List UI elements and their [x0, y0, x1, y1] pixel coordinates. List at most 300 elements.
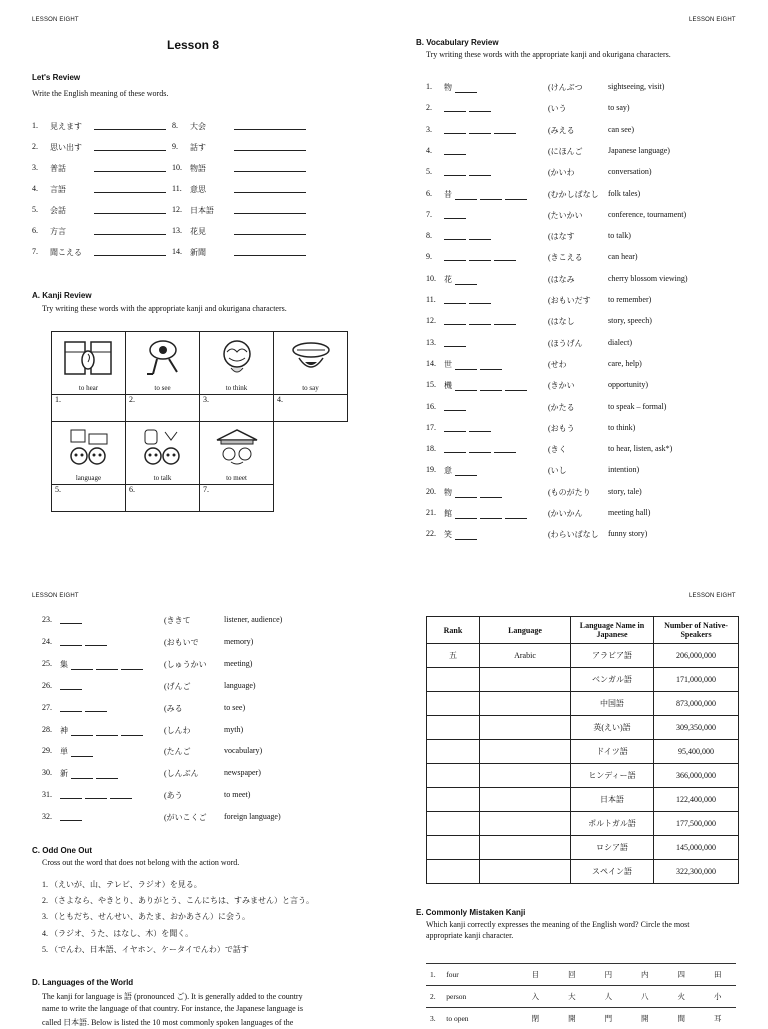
vocab-item — [426, 359, 746, 371]
review-item — [172, 205, 302, 217]
vocab-item — [426, 508, 746, 520]
cell-rank[interactable] — [427, 668, 480, 692]
vocab-blank[interactable] — [444, 295, 466, 304]
languages-world-line-3: called 日本語. Below is listed the 10 most commonly spoken languages of the — [42, 1017, 354, 1028]
vocab-item-meaning: conference, tournament) — [608, 210, 686, 219]
vocab-item-meaning: to think) — [608, 423, 635, 432]
languages-world-line-1: The kanji for language is 語 (pronounced ご). It is generally added to the country — [42, 991, 354, 1002]
review-item-word: 物語 — [190, 163, 206, 174]
vocab-item-kanji-answer[interactable] — [60, 615, 85, 624]
ear-gate-icon — [61, 338, 117, 378]
vocab-blank[interactable] — [60, 637, 82, 646]
meeting-roof-icon — [209, 428, 265, 468]
kanji-answer-6[interactable]: 6. — [126, 485, 200, 512]
vocab-item — [426, 274, 746, 286]
vocab-item-kanji-answer[interactable] — [444, 359, 505, 370]
cell-japanese-name: 日本語 — [571, 788, 654, 812]
cell-speakers: 122,400,000 — [654, 788, 739, 812]
vocab-item — [42, 746, 362, 758]
vocab-item-meaning: memory) — [224, 637, 253, 646]
cell-language[interactable]: Arabic — [480, 644, 571, 668]
mk-kanji-choice[interactable]: 内 — [627, 964, 663, 986]
odd-item-1[interactable]: 1. （えいが、山、テレビ、ラジオ）を見る。 — [42, 879, 202, 893]
cell-language[interactable] — [480, 788, 571, 812]
kanji-cell-to-hear — [52, 332, 126, 395]
vocab-blank[interactable] — [494, 125, 516, 134]
table-row — [427, 644, 739, 668]
vocab-item-reading: (しんぶん — [164, 768, 199, 779]
lets-review-title: Let's Review — [32, 73, 80, 82]
review-item-number: 11. — [172, 184, 182, 193]
cell-rank[interactable] — [427, 836, 480, 860]
vocab-blank[interactable] — [444, 146, 466, 155]
vocab-given-kanji: 笑 — [444, 530, 452, 539]
review-answer-blank[interactable] — [234, 121, 306, 130]
review-item-number: 5. — [32, 205, 38, 214]
kanji-label-to-think: to think — [200, 384, 273, 392]
vocab-item-reading: (あう — [164, 790, 183, 801]
mk-kanji-choice[interactable]: 開 — [627, 1008, 663, 1029]
vocab-blank[interactable] — [469, 444, 491, 453]
review-answer-blank[interactable] — [94, 205, 166, 214]
vocab-item-kanji-answer[interactable] — [444, 210, 469, 219]
vocab-item-reading: (しんわ — [164, 725, 191, 736]
vocab-blank[interactable] — [469, 316, 491, 325]
vocab-blank[interactable] — [480, 191, 502, 200]
vocab-item — [426, 487, 746, 499]
vocab-item-kanji-answer[interactable] — [60, 746, 96, 757]
kanji-answer-7[interactable]: 7. — [200, 485, 274, 512]
vocab-item-kanji-answer[interactable] — [444, 274, 480, 285]
vocab-blank[interactable] — [121, 661, 143, 670]
vocab-item-reading: (わらいばなし — [548, 529, 599, 540]
review-item-word: 方言 — [50, 226, 66, 237]
vocab-blank[interactable] — [71, 727, 93, 736]
review-answer-blank[interactable] — [94, 247, 166, 256]
review-answer-blank[interactable] — [94, 184, 166, 193]
vocab-item-meaning: funny story) — [608, 529, 647, 538]
vocab-given-kanji: 物 — [444, 488, 452, 497]
vocab-blank[interactable] — [444, 402, 466, 411]
review-item-number: 12. — [172, 205, 182, 214]
vocab-item — [426, 210, 746, 222]
vocab-item-number: 18. — [426, 444, 436, 453]
mistaken-kanji-row — [426, 964, 736, 986]
cell-rank[interactable] — [427, 740, 480, 764]
vocab-item-number: 27. — [42, 703, 52, 712]
vocab-blank[interactable] — [444, 167, 466, 176]
vocab-blank[interactable] — [455, 510, 477, 519]
vocab-item-number: 9. — [426, 252, 432, 261]
vocab-item-reading: (きこえる — [548, 252, 583, 263]
vocab-item — [42, 812, 362, 824]
mk-kanji-choice[interactable]: 間 — [663, 1008, 699, 1029]
review-item-word: 思い出す — [50, 142, 82, 153]
vocab-item — [426, 231, 746, 243]
vocab-item-kanji-answer[interactable] — [444, 465, 480, 476]
kanji-review-grid — [51, 331, 348, 512]
vocab-item-number: 5. — [426, 167, 432, 176]
vocab-blank[interactable] — [455, 84, 477, 93]
vocab-item-kanji-answer[interactable] — [444, 231, 494, 240]
review-answer-blank[interactable] — [234, 205, 306, 214]
review-item — [172, 226, 302, 238]
vocab-item-kanji-answer[interactable] — [444, 82, 480, 93]
vocab-item-meaning: language) — [224, 681, 256, 690]
review-item-word: 普話 — [50, 163, 66, 174]
vocab-item-reading: (はなし — [548, 316, 575, 327]
mk-kanji-choice[interactable]: 開 — [554, 1008, 590, 1029]
vocab-blank[interactable] — [444, 338, 466, 347]
vocab-given-kanji: 意 — [444, 466, 452, 475]
review-item-word: 言語 — [50, 184, 66, 195]
vocab-item-number: 31. — [42, 790, 52, 799]
review-item-word: 意思 — [190, 184, 206, 195]
cell-language[interactable] — [480, 668, 571, 692]
vocab-item-meaning: to meet) — [224, 790, 250, 799]
vocab-item-meaning: meeting) — [224, 659, 252, 668]
cell-rank[interactable] — [427, 716, 480, 740]
mistaken-kanji-row — [426, 1008, 736, 1029]
kanji-cell-to-say — [274, 332, 348, 395]
vocab-item-kanji-answer[interactable] — [444, 423, 494, 432]
page-header-right-bottom: LESSON EIGHT — [689, 593, 736, 599]
vocab-item-reading: (おもいだす — [548, 295, 591, 306]
lets-review-instructions: Write the English meaning of these words. — [32, 89, 168, 98]
cell-japanese-name: ロシア語 — [571, 836, 654, 860]
vocab-blank[interactable] — [494, 252, 516, 261]
vocab-item-reading: (いし — [548, 465, 567, 476]
vocab-blank[interactable] — [444, 316, 466, 325]
cell-rank[interactable] — [427, 692, 480, 716]
vocab-item-reading: (ものがたり — [548, 487, 591, 498]
vocab-item-meaning: intention) — [608, 465, 639, 474]
vocab-blank[interactable] — [444, 444, 466, 453]
mk-kanji-choice[interactable]: 目 — [517, 964, 553, 986]
review-item — [32, 184, 162, 196]
vocab-blank[interactable] — [505, 191, 527, 200]
vocab-item-kanji-answer[interactable] — [444, 189, 530, 200]
mk-number: 1. — [426, 964, 446, 986]
vocab-review-title: B. Vocabulary Review — [416, 38, 499, 47]
vocab-item-number: 28. — [42, 725, 52, 734]
vocab-blank[interactable] — [494, 316, 516, 325]
vocab-blank[interactable] — [455, 276, 477, 285]
cell-rank[interactable] — [427, 764, 480, 788]
vocab-item-reading: (かたる — [548, 402, 575, 413]
vocab-blank[interactable] — [455, 382, 477, 391]
vocab-item — [42, 681, 362, 693]
cell-rank[interactable] — [427, 860, 480, 884]
vocab-item-number: 21. — [426, 508, 436, 517]
review-answer-blank[interactable] — [94, 142, 166, 151]
cell-rank[interactable] — [427, 788, 480, 812]
cell-language[interactable] — [480, 764, 571, 788]
vocab-item-kanji-answer[interactable] — [444, 295, 494, 304]
vocab-blank[interactable] — [85, 637, 107, 646]
vocab-blank[interactable] — [480, 361, 502, 370]
vocab-blank[interactable] — [455, 531, 477, 540]
people-tongue-icon — [135, 428, 191, 468]
vocab-blank[interactable] — [444, 231, 466, 240]
kanji-answer-3[interactable]: 3. — [200, 395, 274, 422]
vocab-item-reading: (はなみ — [548, 274, 575, 285]
mk-kanji-choice[interactable]: 人 — [590, 986, 626, 1008]
vocab-blank[interactable] — [455, 191, 477, 200]
vocab-blank[interactable] — [505, 382, 527, 391]
vocab-item-kanji-answer[interactable] — [444, 529, 480, 540]
vocab-blank[interactable] — [480, 489, 502, 498]
vocab-blank[interactable] — [444, 103, 466, 112]
review-answer-blank[interactable] — [94, 163, 166, 172]
vocab-item-kanji-answer[interactable] — [444, 444, 519, 453]
cell-japanese-name: ベンガル語 — [571, 668, 654, 692]
vocab-item-reading: (せわ — [548, 359, 567, 370]
vocab-blank[interactable] — [71, 661, 93, 670]
vocab-blank[interactable] — [60, 812, 82, 821]
vocab-item-kanji-answer[interactable] — [60, 725, 146, 736]
kanji-answer-5[interactable]: 5. — [52, 485, 126, 512]
vocab-item-reading: (おもう — [548, 423, 575, 434]
vocab-blank[interactable] — [469, 252, 491, 261]
vocab-blank[interactable] — [494, 444, 516, 453]
vocab-item-number: 11. — [426, 295, 436, 304]
mk-kanji-choice[interactable]: 八 — [627, 986, 663, 1008]
mk-kanji-choice[interactable]: 門 — [590, 1008, 626, 1029]
cell-language[interactable] — [480, 812, 571, 836]
mk-kanji-choice[interactable]: 閉 — [517, 1008, 553, 1029]
vocab-item-kanji-answer[interactable] — [444, 508, 530, 519]
vocab-item-kanji-answer[interactable] — [60, 768, 121, 779]
mk-kanji-choice[interactable]: 火 — [663, 986, 699, 1008]
vocab-blank[interactable] — [110, 790, 132, 799]
mk-number: 2. — [426, 986, 446, 1008]
vocab-item-reading: (かいかん — [548, 508, 583, 519]
mistaken-kanji-table — [426, 963, 736, 1029]
review-answer-blank[interactable] — [94, 121, 166, 130]
vocab-blank[interactable] — [444, 210, 466, 219]
vocab-item-kanji-answer[interactable] — [60, 681, 85, 690]
vocab-item-kanji-answer[interactable] — [60, 637, 110, 646]
vocab-blank[interactable] — [444, 423, 466, 432]
vocab-item-kanji-answer[interactable] — [444, 146, 469, 155]
vocab-blank[interactable] — [444, 125, 466, 134]
vocab-item-reading: (むかしばなし — [548, 189, 599, 200]
vocab-blank[interactable] — [469, 231, 491, 240]
vocab-item — [426, 103, 746, 115]
vocab-item-kanji-answer[interactable] — [444, 252, 519, 261]
vocab-item-number: 14. — [426, 359, 436, 368]
eye-legs-icon — [135, 338, 191, 378]
vocab-item-reading: (きく — [548, 444, 567, 455]
cell-language[interactable] — [480, 836, 571, 860]
cell-language[interactable] — [480, 860, 571, 884]
review-answer-blank[interactable] — [94, 226, 166, 235]
kanji-review-title: A. Kanji Review — [32, 291, 92, 300]
vocab-blank[interactable] — [469, 295, 491, 304]
vocab-blank[interactable] — [60, 615, 82, 624]
two-people-talking-icon — [61, 428, 117, 468]
vocab-blank[interactable] — [96, 770, 118, 779]
review-answer-blank[interactable] — [234, 163, 306, 172]
cell-speakers: 873,000,000 — [654, 692, 739, 716]
mk-kanji-choice[interactable]: 四 — [663, 964, 699, 986]
review-answer-blank[interactable] — [234, 142, 306, 151]
vocab-item-number: 6. — [426, 189, 432, 198]
vocab-given-kanji: 神 — [60, 726, 68, 735]
vocab-item-kanji-answer[interactable] — [60, 812, 85, 821]
vocab-item-kanji-answer[interactable] — [444, 487, 505, 498]
review-item-number: 2. — [32, 142, 38, 151]
review-answer-blank[interactable] — [234, 247, 306, 256]
kanji-answer-1[interactable]: 1. — [52, 395, 126, 422]
vocab-item-reading: (ききて — [164, 615, 191, 626]
vocab-item-meaning: Japanese language) — [608, 146, 670, 155]
page-header-left: LESSON EIGHT — [32, 17, 79, 23]
vocab-item-reading: (いう — [548, 103, 567, 114]
vocab-blank[interactable] — [60, 681, 82, 690]
cell-japanese-name: 英(えい)語 — [571, 716, 654, 740]
review-item-number: 1. — [32, 121, 38, 130]
kanji-label-to-meet: to meet — [200, 474, 273, 482]
kanji-answer-4[interactable]: 4. — [274, 395, 348, 422]
cell-rank[interactable] — [427, 812, 480, 836]
vocab-item — [426, 380, 746, 392]
vocab-blank[interactable] — [60, 703, 82, 712]
mk-kanji-choice[interactable]: 田 — [700, 964, 737, 986]
vocab-blank[interactable] — [469, 423, 491, 432]
vocab-item-meaning: to speak – formal) — [608, 402, 666, 411]
mistaken-kanji-line-1: Which kanji correctly expresses the meaning of the English word? Circle the most — [426, 920, 689, 929]
review-answer-blank[interactable] — [234, 184, 306, 193]
mk-kanji-choice[interactable]: 円 — [590, 964, 626, 986]
vocab-blank[interactable] — [71, 748, 93, 757]
mouth-speaking-icon — [283, 338, 339, 378]
cell-japanese-name: アラビア語 — [571, 644, 654, 668]
kanji-cell-to-meet — [200, 422, 274, 485]
vocab-blank[interactable] — [71, 770, 93, 779]
review-item-word: 大会 — [190, 121, 206, 132]
mk-kanji-choice[interactable]: 入 — [517, 986, 553, 1008]
cell-japanese-name: 中国語 — [571, 692, 654, 716]
vocab-item-kanji-answer[interactable] — [444, 125, 519, 134]
vocab-blank[interactable] — [96, 661, 118, 670]
vocab-item-number: 3. — [426, 125, 432, 134]
mk-kanji-choice[interactable]: 耳 — [700, 1008, 737, 1029]
vocab-blank[interactable] — [455, 467, 477, 476]
vocab-item-kanji-answer[interactable] — [60, 659, 146, 670]
mk-kanji-choice[interactable]: 小 — [700, 986, 737, 1008]
vocab-blank[interactable] — [469, 167, 491, 176]
kanji-label-to-see: to see — [126, 384, 199, 392]
cell-language[interactable] — [480, 740, 571, 764]
vocab-item-kanji-answer[interactable] — [60, 790, 135, 799]
vocab-item — [426, 167, 746, 179]
vocab-item-kanji-answer[interactable] — [444, 103, 494, 112]
vocab-item-meaning: vocabulary) — [224, 746, 262, 755]
mistaken-kanji-line-2: appropriate kanji character. — [426, 931, 513, 940]
vocab-blank[interactable] — [469, 103, 491, 112]
cell-speakers: 206,000,000 — [654, 644, 739, 668]
vocab-item-kanji-answer[interactable] — [444, 380, 530, 391]
vocab-item-meaning: can see) — [608, 125, 634, 134]
col-header-speakers: Number of Native-Speakers — [654, 617, 739, 644]
vocab-item-number: 1. — [426, 82, 432, 91]
mk-kanji-choice[interactable]: 大 — [554, 986, 590, 1008]
odd-item-4[interactable]: 4. （ラジオ、うた、はなし、木）を聞く。 — [42, 928, 193, 942]
vocab-blank[interactable] — [455, 361, 477, 370]
vocab-item-reading: (おもいで — [164, 637, 199, 648]
cell-speakers: 309,350,000 — [654, 716, 739, 740]
vocab-item-kanji-answer[interactable] — [444, 167, 494, 176]
cell-rank[interactable]: 五 — [427, 644, 480, 668]
vocab-item-reading: (けんぶつ — [548, 82, 583, 93]
kanji-cell-language — [52, 422, 126, 485]
vocab-blank[interactable] — [480, 382, 502, 391]
vocab-item-meaning: folk tales) — [608, 189, 640, 198]
review-item-number: 7. — [32, 247, 38, 256]
vocab-item-kanji-answer[interactable] — [444, 402, 469, 411]
review-item-word: 会話 — [50, 205, 66, 216]
vocab-blank[interactable] — [85, 790, 107, 799]
review-item-word: 見えます — [50, 121, 82, 132]
vocab-item-number: 29. — [42, 746, 52, 755]
vocab-blank[interactable] — [455, 489, 477, 498]
table-row — [427, 788, 739, 812]
cell-speakers: 366,000,000 — [654, 764, 739, 788]
cell-language[interactable] — [480, 716, 571, 740]
review-item-number: 13. — [172, 226, 182, 235]
vocab-item-kanji-answer[interactable] — [60, 703, 110, 712]
vocab-blank[interactable] — [60, 790, 82, 799]
vocab-item-number: 20. — [426, 487, 436, 496]
vocab-item-reading: (げんご — [164, 681, 191, 692]
vocab-blank[interactable] — [469, 125, 491, 134]
odd-item-3[interactable]: 3. （ともだち、せんせい、あたま、おかあさん）に会う。 — [42, 911, 250, 925]
vocab-item — [42, 768, 362, 780]
vocab-item-meaning: story, tale) — [608, 487, 642, 496]
cell-language[interactable] — [480, 692, 571, 716]
cell-japanese-name: ポルトガル語 — [571, 812, 654, 836]
vocab-blank[interactable] — [85, 703, 107, 712]
vocab-blank[interactable] — [96, 727, 118, 736]
vocab-item-reading: (はなす — [548, 231, 575, 242]
review-answer-blank[interactable] — [234, 226, 306, 235]
vocab-blank[interactable] — [505, 510, 527, 519]
kanji-answer-2[interactable]: 2. — [126, 395, 200, 422]
review-item-word: 新聞 — [190, 247, 206, 258]
vocab-item-kanji-answer[interactable] — [444, 338, 469, 347]
vocab-blank[interactable] — [444, 252, 466, 261]
vocab-blank[interactable] — [480, 510, 502, 519]
vocab-item-reading: (かいわ — [548, 167, 575, 178]
vocab-item-number: 26. — [42, 681, 52, 690]
vocab-given-kanji: 世 — [444, 360, 452, 369]
cell-japanese-name: ヒンディー語 — [571, 764, 654, 788]
odd-item-5[interactable]: 5. （でんわ、日本語、イヤホン、ケータイでんわ）で話す — [42, 944, 249, 958]
mk-word: person — [446, 986, 517, 1008]
review-item-word: 話す — [190, 142, 206, 153]
vocab-item-reading: (がいこくご — [164, 812, 207, 823]
review-item-word: 聞こえる — [50, 247, 82, 258]
odd-item-2[interactable]: 2. （さよなら、やきとり、ありがとう、こんにちは、すみません）と言う。 — [42, 895, 314, 909]
mk-kanji-choice[interactable]: 回 — [554, 964, 590, 986]
vocab-item-kanji-answer[interactable] — [444, 316, 519, 325]
vocab-item-number: 24. — [42, 637, 52, 646]
vocab-blank[interactable] — [121, 727, 143, 736]
review-item-number: 6. — [32, 226, 38, 235]
table-row — [427, 692, 739, 716]
